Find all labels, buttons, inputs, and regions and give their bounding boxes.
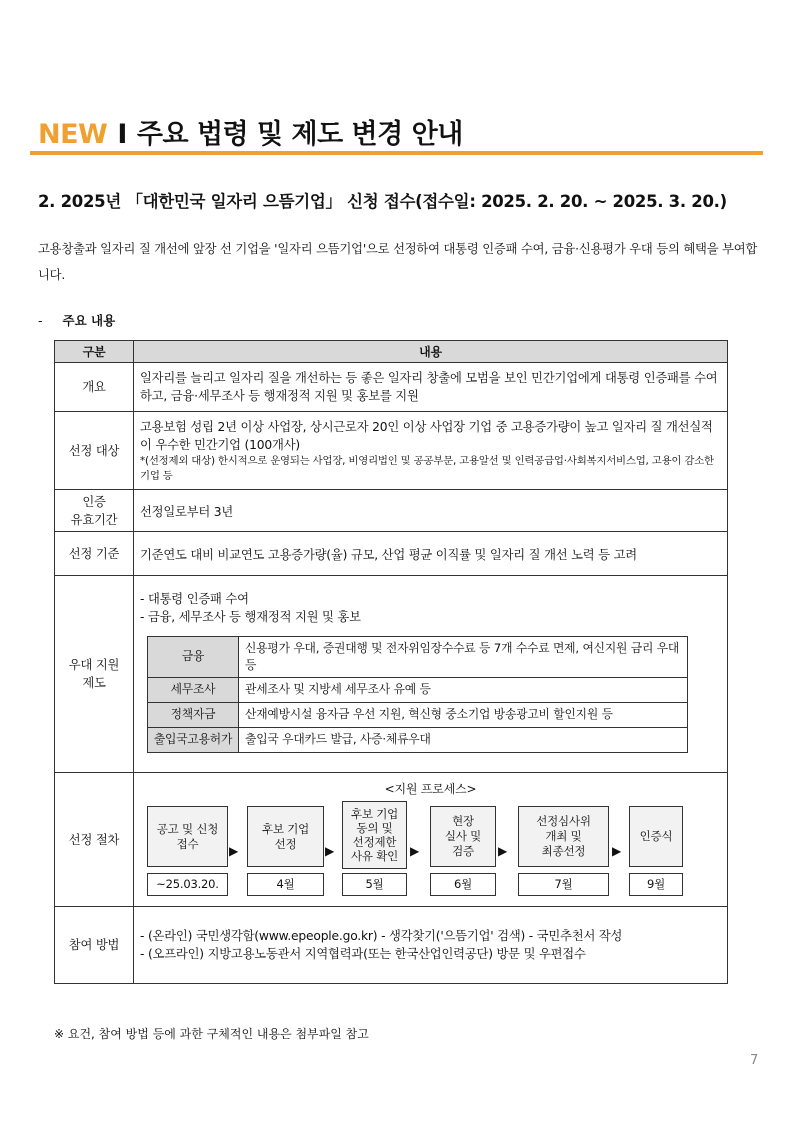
process-step-date: 6월 [430,873,496,896]
process-step-date: 9월 [629,873,683,896]
step-line: 동의 및 [356,821,393,835]
header-underline [30,151,763,155]
arrow-right-icon: ▶ [498,844,508,858]
step-line: 접수 [176,836,199,851]
benefits-line1: - 대통령 인증패 수여 [140,591,249,606]
arrow-right-icon: ▶ [325,844,335,858]
page-number: 7 [750,1053,759,1068]
benefit-key: 금융 [148,636,239,677]
benefits-label-line2: 제도 [82,676,106,690]
target-text: 고용보험 성립 2년 이상 사업장, 상시근로자 20인 이상 사업장 기업 중 고용증가량이 높고 일자리 질 개선실적이 우수한 민간기업 (100개사) [140,419,713,452]
process-step-date: ~25.03.20. [147,873,228,896]
main-table [54,340,728,984]
benefit-key: 정책자금 [148,702,239,727]
header-title: 주요 법령 및 제도 변경 안내 [136,119,463,150]
participation-offline: - (오프라인) 지방고용노동관서 지역협력과(또는 한국산업인력공단) 방문 및 우편접수 [140,947,586,961]
step-line: 인증식 [639,829,673,843]
step-line: 실사 및 [444,829,482,843]
process-diagram [134,773,727,906]
intro-paragraph: 고용창출과 일자리 질 개선에 앞장 선 기업을 '일자리 으뜸기업'으로 선정하여 대통령 인증패 수여, 금융·신용평가 우대 등의 혜택을 부여합니다. [38,242,758,282]
overview-label: 개요 [55,363,134,412]
benefits-subtable [147,636,688,753]
benefit-value: 산재예방시설 융자금 우선 지원, 혁신형 중소기업 방송광고비 할인지원 등 [239,702,688,727]
footnote: ※ 요건, 참여 방법 등에 과한 구체적인 내용은 첨부파일 참고 [54,1027,369,1041]
benefit-key: 세무조사 [148,677,239,702]
criteria-label: 선정 기준 [55,532,134,576]
benefits-label-line1: 우대 지원 [68,658,120,672]
benefit-value: 출입국 우대카드 발급, 사증·체류우대 [239,727,688,752]
overview-text: 일자리를 늘리고 일자리 질을 개선하는 등 좋은 일자리 창출에 모범을 보인 민간기업에게 대통령 인증패를 수여하고, 금융·세무조사 등 행재정적 지원 및 홍보를 지원 [134,363,728,412]
process-step-box [342,801,407,869]
bullet-heading [38,311,115,329]
benefits-cell [134,576,728,773]
benefit-value: 신용평가 우대, 증권대행 및 전자위임장수수료 등 7개 수수료 면제, 여신지원 금리 우대 등 [239,636,688,677]
step-line: 후보 기업 [350,807,399,821]
procedure-label: 선정 절차 [55,773,134,907]
benefits-line2: - 금융, 세무조사 등 행재정적 지원 및 홍보 [140,609,361,624]
header-separator: I [117,119,127,150]
arrow-right-icon: ▶ [612,844,622,858]
benefit-key: 출입국고용허가 [148,727,239,752]
process-step-box [430,806,496,867]
new-label: NEW [38,119,108,150]
target-cell [134,412,728,490]
benefit-value: 관세조사 및 지방세 세무조사 유예 등 [239,677,688,702]
page-header [38,112,463,151]
process-step-date: 5월 [342,873,407,896]
participation-online: - (온라인) 국민생각함(www.epeople.go.kr) - 생각찾기('으뜸기업' 검색) - 국민추천서 작성 [140,929,623,943]
bullet-text: 주요 내용 [62,313,116,328]
process-step-date: 4월 [247,873,324,896]
validity-label-line2: 유효기간 [70,512,118,527]
process-step-box [147,806,228,867]
process-title: <지원 프로세스> [384,782,477,796]
process-step-box [518,806,609,867]
arrow-right-icon: ▶ [229,844,239,858]
step-line: 최종선정 [541,844,586,858]
step-line: 선정제한 [352,835,397,849]
criteria-text: 기준연도 대비 비교연도 고용증가량(율) 규모, 산업 평균 이직률 및 일자리 질 개선 노력 등 고려 [134,532,728,576]
target-label: 선정 대상 [55,412,134,490]
step-line: 개최 및 [545,829,582,843]
step-line: 선정 [274,836,297,851]
participation-label: 참여 방법 [55,907,134,984]
process-step-box [247,806,324,867]
validity-text: 선정일로부터 3년 [134,490,728,532]
section-title: 2. 2025년 「대한민국 일자리 으뜸기업」 신청 접수(접수일: 2025. 2. 20. ~ 2025. 3. 20.) [38,192,727,211]
step-line: 공고 및 신청 [156,821,219,836]
validity-label [55,490,134,532]
process-step-date: 7월 [518,873,609,896]
process-step-box [629,806,683,867]
header-cell-category: 구분 [55,341,134,363]
benefits-label [55,576,134,773]
step-line: 사유 확인 [350,849,399,863]
step-line: 현장 [452,814,474,828]
arrow-right-icon: ▶ [410,844,420,858]
header-cell-content: 내용 [134,341,728,363]
target-note: *(선정제외 대상) 한시적으로 운영되는 사업장, 비영리법인 및 공공부문, 고용알선 및 인력공급업·사회복지서비스업, 고용이 감소한 기업 등 [140,454,714,482]
step-line: 검증 [452,844,474,858]
step-line: 후보 기업 [261,821,310,836]
procedure-cell [134,773,728,907]
bullet-dash: - [38,313,43,328]
step-line: 선정심사위 [536,814,591,828]
participation-cell [134,907,728,984]
validity-label-line1: 인증 [82,494,106,509]
